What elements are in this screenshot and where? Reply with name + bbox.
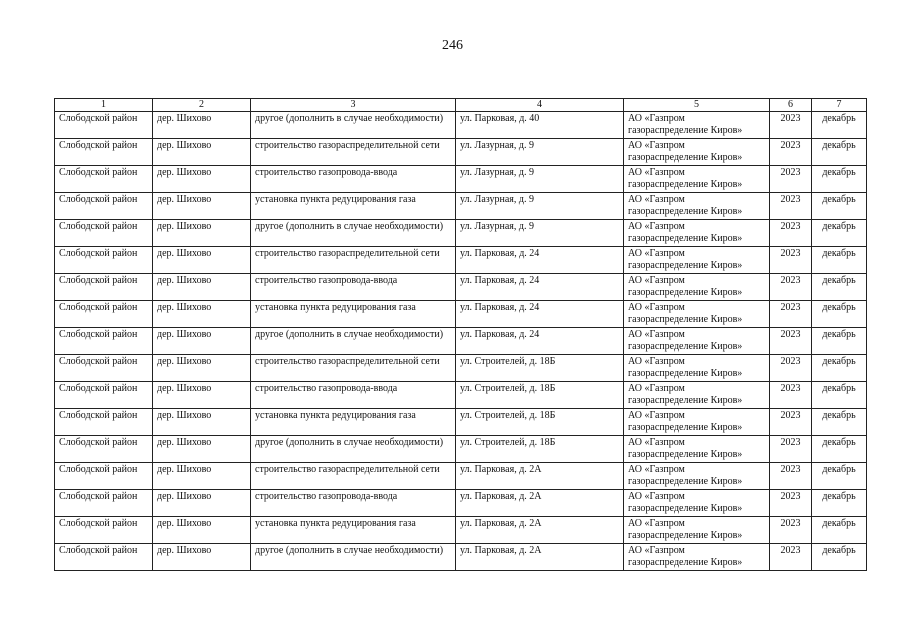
month-cell: декабрь xyxy=(812,409,867,436)
table-row xyxy=(55,139,867,166)
organization-cell: АО «Газпром газораспределение Киров» xyxy=(624,247,770,274)
district-cell: Слободской район xyxy=(55,112,153,139)
address-cell: ул. Парковая, д. 2А xyxy=(456,490,624,517)
table-row xyxy=(55,355,867,382)
work-type-cell: строительство газопровода-ввода xyxy=(251,166,456,193)
year-cell: 2023 xyxy=(770,382,812,409)
settlement-cell: дер. Шихово xyxy=(153,328,251,355)
month-cell: декабрь xyxy=(812,112,867,139)
district-cell: Слободской район xyxy=(55,517,153,544)
work-type-cell: строительство газораспределительной сети xyxy=(251,463,456,490)
settlement-cell: дер. Шихово xyxy=(153,220,251,247)
month-cell: декабрь xyxy=(812,544,867,571)
address-cell: ул. Строителей, д. 18Б xyxy=(456,355,624,382)
work-type-cell: установка пункта редуцирования газа xyxy=(251,301,456,328)
table-row xyxy=(55,166,867,193)
header-cell: 1 xyxy=(55,99,153,112)
address-cell: ул. Лазурная, д. 9 xyxy=(456,139,624,166)
year-cell: 2023 xyxy=(770,220,812,247)
settlement-cell: дер. Шихово xyxy=(153,301,251,328)
work-type-cell: строительство газораспределительной сети xyxy=(251,139,456,166)
month-cell: декабрь xyxy=(812,193,867,220)
month-cell: декабрь xyxy=(812,436,867,463)
table-row xyxy=(55,112,867,139)
district-cell: Слободской район xyxy=(55,463,153,490)
settlement-cell: дер. Шихово xyxy=(153,463,251,490)
work-type-cell: установка пункта редуцирования газа xyxy=(251,517,456,544)
settlement-cell: дер. Шихово xyxy=(153,517,251,544)
year-cell: 2023 xyxy=(770,544,812,571)
district-cell: Слободской район xyxy=(55,490,153,517)
work-type-cell: установка пункта редуцирования газа xyxy=(251,193,456,220)
work-type-cell: другое (дополнить в случае необходимости) xyxy=(251,436,456,463)
district-cell: Слободской район xyxy=(55,328,153,355)
settlement-cell: дер. Шихово xyxy=(153,409,251,436)
header-cell: 6 xyxy=(770,99,812,112)
address-cell: ул. Парковая, д. 24 xyxy=(456,247,624,274)
year-cell: 2023 xyxy=(770,193,812,220)
district-cell: Слободской район xyxy=(55,355,153,382)
table-row xyxy=(55,409,867,436)
year-cell: 2023 xyxy=(770,463,812,490)
table-row xyxy=(55,544,867,571)
year-cell: 2023 xyxy=(770,355,812,382)
organization-cell: АО «Газпром газораспределение Киров» xyxy=(624,166,770,193)
address-cell: ул. Лазурная, д. 9 xyxy=(456,220,624,247)
table-row xyxy=(55,247,867,274)
work-type-cell: строительство газопровода-ввода xyxy=(251,382,456,409)
year-cell: 2023 xyxy=(770,247,812,274)
table-row xyxy=(55,274,867,301)
organization-cell: АО «Газпром газораспределение Киров» xyxy=(624,463,770,490)
organization-cell: АО «Газпром газораспределение Киров» xyxy=(624,301,770,328)
address-cell: ул. Парковая, д. 2А xyxy=(456,517,624,544)
address-cell: ул. Парковая, д. 24 xyxy=(456,328,624,355)
organization-cell: АО «Газпром газораспределение Киров» xyxy=(624,139,770,166)
table-row xyxy=(55,328,867,355)
organization-cell: АО «Газпром газораспределение Киров» xyxy=(624,436,770,463)
address-cell: ул. Строителей, д. 18Б xyxy=(456,382,624,409)
organization-cell: АО «Газпром газораспределение Киров» xyxy=(624,220,770,247)
settlement-cell: дер. Шихово xyxy=(153,166,251,193)
organization-cell: АО «Газпром газораспределение Киров» xyxy=(624,517,770,544)
month-cell: декабрь xyxy=(812,139,867,166)
header-cell: 7 xyxy=(812,99,867,112)
organization-cell: АО «Газпром газораспределение Киров» xyxy=(624,544,770,571)
district-cell: Слободской район xyxy=(55,247,153,274)
header-cell: 5 xyxy=(624,99,770,112)
year-cell: 2023 xyxy=(770,517,812,544)
month-cell: декабрь xyxy=(812,517,867,544)
month-cell: декабрь xyxy=(812,328,867,355)
settlement-cell: дер. Шихово xyxy=(153,382,251,409)
header-cell: 4 xyxy=(456,99,624,112)
header-row xyxy=(55,99,867,112)
gasification-table xyxy=(54,98,867,571)
district-cell: Слободской район xyxy=(55,436,153,463)
work-type-cell: строительство газопровода-ввода xyxy=(251,274,456,301)
district-cell: Слободской район xyxy=(55,409,153,436)
organization-cell: АО «Газпром газораспределение Киров» xyxy=(624,193,770,220)
address-cell: ул. Парковая, д. 2А xyxy=(456,463,624,490)
address-cell: ул. Парковая, д. 2А xyxy=(456,544,624,571)
month-cell: декабрь xyxy=(812,166,867,193)
table-row xyxy=(55,436,867,463)
district-cell: Слободской район xyxy=(55,301,153,328)
year-cell: 2023 xyxy=(770,301,812,328)
year-cell: 2023 xyxy=(770,112,812,139)
table-row xyxy=(55,517,867,544)
month-cell: декабрь xyxy=(812,382,867,409)
table-body xyxy=(55,112,867,571)
organization-cell: АО «Газпром газораспределение Киров» xyxy=(624,409,770,436)
work-type-cell: другое (дополнить в случае необходимости) xyxy=(251,220,456,247)
year-cell: 2023 xyxy=(770,490,812,517)
month-cell: декабрь xyxy=(812,463,867,490)
header-cell: 3 xyxy=(251,99,456,112)
month-cell: декабрь xyxy=(812,247,867,274)
settlement-cell: дер. Шихово xyxy=(153,247,251,274)
district-cell: Слободской район xyxy=(55,193,153,220)
organization-cell: АО «Газпром газораспределение Киров» xyxy=(624,328,770,355)
organization-cell: АО «Газпром газораспределение Киров» xyxy=(624,490,770,517)
table-row xyxy=(55,193,867,220)
year-cell: 2023 xyxy=(770,139,812,166)
work-type-cell: другое (дополнить в случае необходимости) xyxy=(251,328,456,355)
district-cell: Слободской район xyxy=(55,166,153,193)
year-cell: 2023 xyxy=(770,274,812,301)
year-cell: 2023 xyxy=(770,328,812,355)
work-type-cell: другое (дополнить в случае необходимости) xyxy=(251,544,456,571)
address-cell: ул. Парковая, д. 40 xyxy=(456,112,624,139)
district-cell: Слободской район xyxy=(55,139,153,166)
page-number: 246 xyxy=(442,38,463,53)
address-cell: ул. Лазурная, д. 9 xyxy=(456,193,624,220)
address-cell: ул. Парковая, д. 24 xyxy=(456,274,624,301)
table-row xyxy=(55,220,867,247)
month-cell: декабрь xyxy=(812,220,867,247)
settlement-cell: дер. Шихово xyxy=(153,274,251,301)
work-type-cell: установка пункта редуцирования газа xyxy=(251,409,456,436)
district-cell: Слободской район xyxy=(55,544,153,571)
organization-cell: АО «Газпром газораспределение Киров» xyxy=(624,355,770,382)
settlement-cell: дер. Шихово xyxy=(153,193,251,220)
district-cell: Слободской район xyxy=(55,274,153,301)
table-row xyxy=(55,463,867,490)
address-cell: ул. Парковая, д. 24 xyxy=(456,301,624,328)
work-type-cell: строительство газораспределительной сети xyxy=(251,355,456,382)
settlement-cell: дер. Шихово xyxy=(153,139,251,166)
month-cell: декабрь xyxy=(812,490,867,517)
month-cell: декабрь xyxy=(812,301,867,328)
settlement-cell: дер. Шихово xyxy=(153,112,251,139)
district-cell: Слободской район xyxy=(55,220,153,247)
address-cell: ул. Строителей, д. 18Б xyxy=(456,409,624,436)
settlement-cell: дер. Шихово xyxy=(153,490,251,517)
year-cell: 2023 xyxy=(770,409,812,436)
table-row xyxy=(55,301,867,328)
year-cell: 2023 xyxy=(770,166,812,193)
settlement-cell: дер. Шихово xyxy=(153,436,251,463)
month-cell: декабрь xyxy=(812,355,867,382)
header-cell: 2 xyxy=(153,99,251,112)
work-type-cell: строительство газораспределительной сети xyxy=(251,247,456,274)
district-cell: Слободской район xyxy=(55,382,153,409)
address-cell: ул. Строителей, д. 18Б xyxy=(456,436,624,463)
table-row xyxy=(55,490,867,517)
address-cell: ул. Лазурная, д. 9 xyxy=(456,166,624,193)
work-type-cell: другое (дополнить в случае необходимости) xyxy=(251,112,456,139)
organization-cell: АО «Газпром газораспределение Киров» xyxy=(624,112,770,139)
table-row xyxy=(55,382,867,409)
organization-cell: АО «Газпром газораспределение Киров» xyxy=(624,274,770,301)
work-type-cell: строительство газопровода-ввода xyxy=(251,490,456,517)
organization-cell: АО «Газпром газораспределение Киров» xyxy=(624,382,770,409)
settlement-cell: дер. Шихово xyxy=(153,355,251,382)
year-cell: 2023 xyxy=(770,436,812,463)
settlement-cell: дер. Шихово xyxy=(153,544,251,571)
month-cell: декабрь xyxy=(812,274,867,301)
